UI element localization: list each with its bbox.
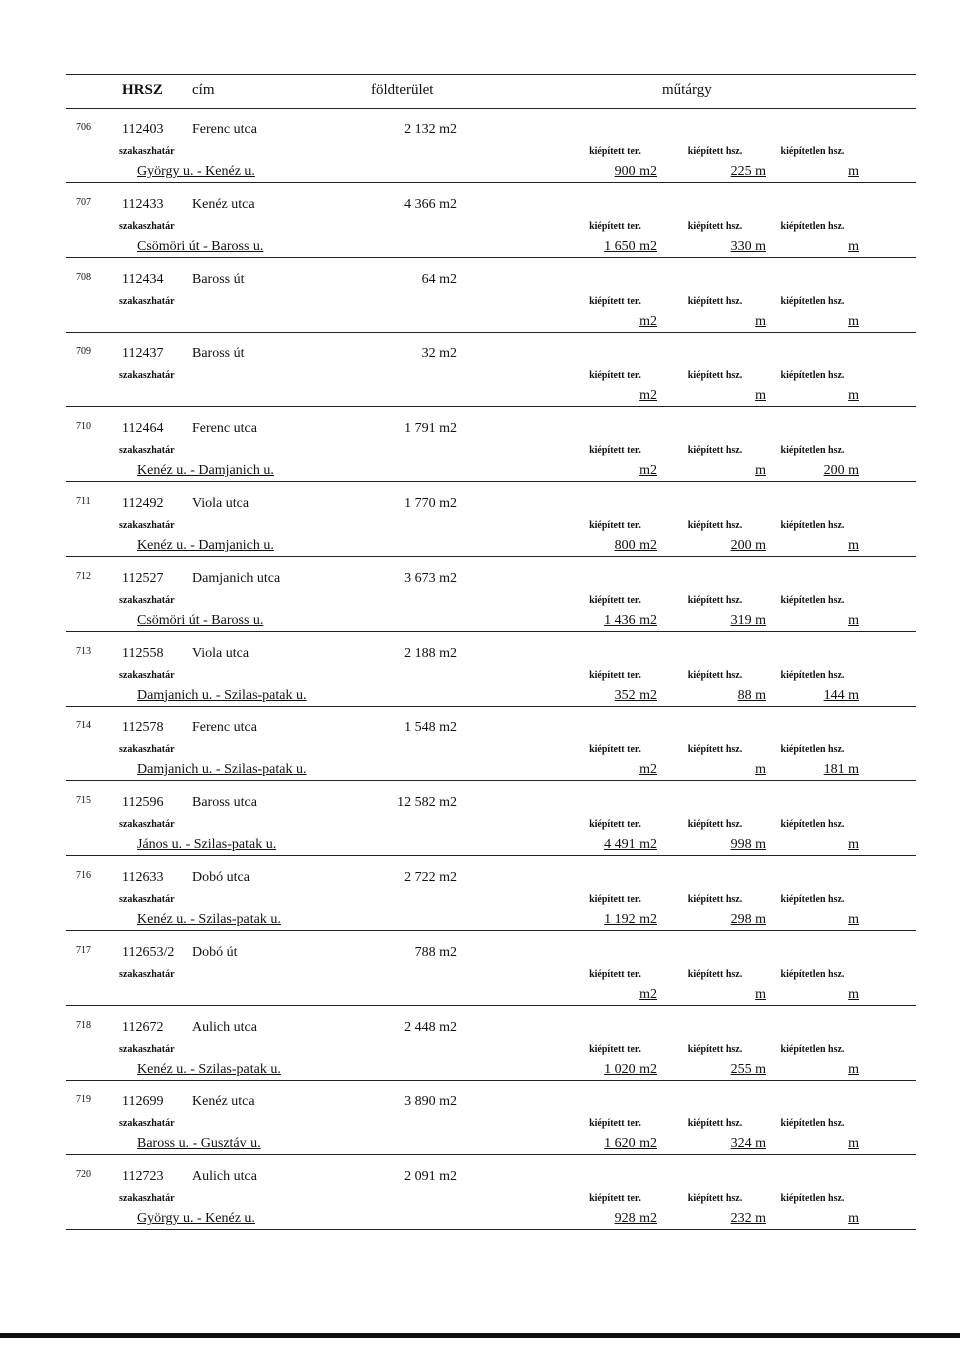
record-section: Csömöri út - Baross u.: [137, 238, 264, 254]
record-rule: [66, 257, 916, 258]
record-hrsz: 112558: [122, 645, 164, 661]
kiepitetlen-hsz-label: kiépítetlen hsz.: [780, 894, 845, 905]
szakaszhatar-label: szakaszhatár: [119, 1118, 175, 1130]
record-kiepitett-hsz: 319 m: [730, 612, 766, 628]
record-area: 2 132 m2: [404, 122, 457, 137]
record-index: 720: [76, 1169, 91, 1181]
record-kiepitetlen-hsz: 144 m: [823, 687, 859, 703]
record-hrsz: 112633: [122, 870, 164, 885]
record-street: Aulich utca: [192, 1169, 257, 1185]
szakaszhatar-label: szakaszhatár: [119, 744, 175, 756]
record-row: [0, 264, 960, 339]
kiepitett-ter-label: kiépített ter.: [589, 1193, 641, 1205]
record-row: [0, 862, 960, 937]
record-index: 710: [76, 421, 91, 433]
record-kiepitetlen-hsz: 181 m: [823, 762, 859, 778]
header-hrsz: HRSZ: [122, 82, 163, 98]
record-row: [0, 937, 960, 1012]
record-rule: [66, 631, 916, 632]
record-street: Viola utca: [192, 496, 250, 511]
record-kiepitett-hsz: 225 m: [730, 164, 766, 179]
record-street: Baross út: [192, 271, 245, 287]
kiepitetlen-hsz-label: kiépítetlen hsz.: [780, 669, 845, 681]
record-rule: [66, 1080, 916, 1081]
record-rule: [66, 1005, 916, 1006]
record-rule: [66, 556, 916, 557]
kiepitetlen-hsz-label: kiépítetlen hsz.: [780, 1043, 845, 1055]
record-kiepitett-ter: 1 436 m2: [604, 612, 657, 628]
kiepitett-hsz-label: kiépített hsz.: [687, 520, 743, 531]
record-index: 717: [76, 944, 91, 956]
record-kiepitett-hsz: 998 m: [730, 837, 766, 853]
record-index: 706: [76, 122, 91, 133]
kiepitett-ter-label: kiépített ter.: [589, 220, 641, 232]
kiepitett-ter-label: kiépített ter.: [589, 669, 641, 681]
record-hrsz: 112596: [122, 795, 164, 811]
record-hrsz: 112437: [122, 346, 164, 362]
record-kiepitetlen-hsz: m: [848, 1136, 859, 1152]
record-row: [0, 1086, 960, 1161]
record-kiepitett-hsz: m: [755, 388, 766, 404]
kiepitetlen-hsz-label: kiépítetlen hsz.: [780, 1193, 845, 1205]
szakaszhatar-label: szakaszhatár: [119, 894, 175, 905]
record-kiepitett-hsz: 298 m: [730, 912, 766, 927]
record-index: 712: [76, 570, 91, 582]
kiepitetlen-hsz-label: kiépítetlen hsz.: [780, 370, 845, 382]
record-kiepitett-hsz: 330 m: [730, 238, 766, 254]
szakaszhatar-label: szakaszhatár: [119, 1193, 175, 1205]
record-kiepitetlen-hsz: m: [848, 612, 859, 628]
szakaszhatar-label: szakaszhatár: [119, 295, 175, 307]
record-area: 2 722 m2: [404, 870, 457, 885]
kiepitett-ter-label: kiépített ter.: [589, 146, 641, 157]
record-kiepitett-ter: 1 620 m2: [604, 1136, 657, 1152]
header-cim: cím: [192, 82, 215, 98]
record-section: Damjanich u. - Szilas-patak u.: [137, 687, 307, 703]
record-row: [0, 488, 960, 563]
record-hrsz: 112723: [122, 1169, 164, 1185]
record-kiepitetlen-hsz: m: [848, 986, 859, 1002]
record-kiepitett-hsz: m: [755, 313, 766, 329]
record-area: 12 582 m2: [397, 795, 457, 811]
record-kiepitett-hsz: 255 m: [730, 1061, 766, 1077]
kiepitetlen-hsz-label: kiépítetlen hsz.: [780, 594, 845, 606]
szakaszhatar-label: szakaszhatár: [119, 520, 175, 531]
kiepitett-hsz-label: kiépített hsz.: [687, 445, 743, 457]
record-index: 708: [76, 271, 91, 283]
record-street: Dobó utca: [192, 870, 250, 885]
record-area: 2 091 m2: [404, 1169, 457, 1185]
record-kiepitett-ter: 352 m2: [614, 687, 657, 703]
record-rule: [66, 930, 916, 931]
record-street: Damjanich utca: [192, 570, 281, 586]
record-section: Csömöri út - Baross u.: [137, 612, 264, 628]
record-row: [0, 1012, 960, 1087]
record-area: 2 448 m2: [404, 1019, 457, 1035]
record-kiepitett-ter: 1 020 m2: [604, 1061, 657, 1077]
record-street: Ferenc utca: [192, 421, 257, 437]
kiepitett-hsz-label: kiépített hsz.: [687, 220, 743, 232]
record-hrsz: 112492: [122, 496, 164, 511]
record-area: 788 m2: [414, 944, 457, 960]
record-area: 1 770 m2: [404, 496, 457, 511]
record-street: Kenéz utca: [192, 1094, 255, 1110]
kiepitett-hsz-label: kiépített hsz.: [687, 894, 743, 905]
record-kiepitett-hsz: m: [755, 986, 766, 1002]
szakaszhatar-label: szakaszhatár: [119, 146, 175, 157]
record-rule: [66, 706, 916, 707]
record-kiepitett-ter: m2: [639, 313, 657, 329]
szakaszhatar-label: szakaszhatár: [119, 669, 175, 681]
szakaszhatar-label: szakaszhatár: [119, 594, 175, 606]
bottom-bar: [0, 1333, 960, 1338]
record-section: Kenéz u. - Szilas-patak u.: [137, 912, 281, 927]
szakaszhatar-label: szakaszhatár: [119, 220, 175, 232]
top-rule: [66, 74, 916, 75]
record-rule: [66, 481, 916, 482]
record-row: [0, 338, 960, 413]
record-kiepitett-ter: 4 491 m2: [604, 837, 657, 853]
record-index: 713: [76, 645, 91, 657]
record-kiepitetlen-hsz: m: [848, 912, 859, 927]
record-row: [0, 787, 960, 862]
record-kiepitett-ter: 1 192 m2: [604, 912, 657, 927]
record-kiepitett-hsz: m: [755, 762, 766, 778]
record-index: 718: [76, 1019, 91, 1031]
record-hrsz: 112464: [122, 421, 164, 437]
szakaszhatar-label: szakaszhatár: [119, 819, 175, 831]
kiepitett-ter-label: kiépített ter.: [589, 594, 641, 606]
kiepitett-ter-label: kiépített ter.: [589, 1043, 641, 1055]
record-hrsz: 112434: [122, 271, 164, 287]
kiepitett-hsz-label: kiépített hsz.: [687, 744, 743, 756]
record-hrsz: 112403: [122, 122, 164, 137]
record-hrsz: 112578: [122, 720, 164, 736]
record-row: [0, 712, 960, 787]
record-section: Damjanich u. - Szilas-patak u.: [137, 762, 307, 778]
record-rule: [66, 406, 916, 407]
kiepitetlen-hsz-label: kiépítetlen hsz.: [780, 146, 845, 157]
record-kiepitett-ter: 928 m2: [614, 1211, 657, 1227]
header-mutargy: műtárgy: [662, 82, 712, 98]
record-index: 707: [76, 196, 91, 208]
record-area: 32 m2: [421, 346, 457, 362]
record-row: [0, 189, 960, 264]
record-kiepitett-ter: 800 m2: [614, 538, 657, 553]
record-section: János u. - Szilas-patak u.: [137, 837, 277, 853]
record-area: 3 890 m2: [404, 1094, 457, 1110]
szakaszhatar-label: szakaszhatár: [119, 445, 175, 457]
record-hrsz: 112699: [122, 1094, 164, 1110]
kiepitetlen-hsz-label: kiépítetlen hsz.: [780, 819, 845, 831]
kiepitett-ter-label: kiépített ter.: [589, 1118, 641, 1130]
record-kiepitett-hsz: 324 m: [730, 1136, 766, 1152]
szakaszhatar-label: szakaszhatár: [119, 968, 175, 980]
record-kiepitett-hsz: 232 m: [730, 1211, 766, 1227]
record-kiepitett-hsz: 88 m: [737, 687, 766, 703]
kiepitetlen-hsz-label: kiépítetlen hsz.: [780, 520, 845, 531]
kiepitetlen-hsz-label: kiépítetlen hsz.: [780, 445, 845, 457]
record-area: 2 188 m2: [404, 645, 457, 661]
record-kiepitetlen-hsz: m: [848, 1061, 859, 1077]
record-kiepitett-hsz: m: [755, 463, 766, 479]
kiepitett-ter-label: kiépített ter.: [589, 819, 641, 831]
record-index: 709: [76, 346, 91, 358]
kiepitett-hsz-label: kiépített hsz.: [687, 968, 743, 980]
record-rule: [66, 1229, 916, 1230]
kiepitett-hsz-label: kiépített hsz.: [687, 669, 743, 681]
kiepitett-hsz-label: kiépített hsz.: [687, 1043, 743, 1055]
record-kiepitetlen-hsz: m: [848, 1211, 859, 1227]
record-street: Dobó út: [192, 944, 238, 960]
record-kiepitett-ter: 1 650 m2: [604, 238, 657, 254]
record-kiepitetlen-hsz: m: [848, 388, 859, 404]
record-kiepitett-ter: 900 m2: [614, 164, 657, 179]
kiepitetlen-hsz-label: kiépítetlen hsz.: [780, 220, 845, 232]
kiepitett-hsz-label: kiépített hsz.: [687, 295, 743, 307]
record-section: Kenéz u. - Szilas-patak u.: [137, 1061, 281, 1077]
kiepitetlen-hsz-label: kiépítetlen hsz.: [780, 744, 845, 756]
header-rule: [66, 108, 916, 109]
szakaszhatar-label: szakaszhatár: [119, 370, 175, 382]
record-kiepitetlen-hsz: m: [848, 538, 859, 553]
kiepitett-hsz-label: kiépített hsz.: [687, 1118, 743, 1130]
record-kiepitetlen-hsz: m: [848, 164, 859, 179]
record-index: 711: [76, 496, 91, 507]
kiepitett-hsz-label: kiépített hsz.: [687, 146, 743, 157]
record-rule: [66, 855, 916, 856]
record-index: 714: [76, 720, 91, 732]
record-section: Kenéz u. - Damjanich u.: [137, 463, 274, 479]
record-street: Aulich utca: [192, 1019, 257, 1035]
kiepitett-hsz-label: kiépített hsz.: [687, 1193, 743, 1205]
record-street: Baross út: [192, 346, 245, 362]
kiepitett-ter-label: kiépített ter.: [589, 520, 641, 531]
kiepitett-ter-label: kiépített ter.: [589, 370, 641, 382]
record-rule: [66, 182, 916, 183]
record-street: Baross utca: [192, 795, 257, 811]
kiepitetlen-hsz-label: kiépítetlen hsz.: [780, 1118, 845, 1130]
record-kiepitett-ter: m2: [639, 463, 657, 479]
record-row: [0, 114, 960, 189]
record-area: 3 673 m2: [404, 570, 457, 586]
record-row: [0, 638, 960, 713]
record-street: Viola utca: [192, 645, 250, 661]
kiepitett-ter-label: kiépített ter.: [589, 295, 641, 307]
record-area: 64 m2: [421, 271, 457, 287]
record-hrsz: 112527: [122, 570, 164, 586]
record-index: 715: [76, 795, 91, 807]
record-row: [0, 413, 960, 488]
record-kiepitett-ter: m2: [639, 762, 657, 778]
record-street: Ferenc utca: [192, 122, 257, 137]
kiepitetlen-hsz-label: kiépítetlen hsz.: [780, 968, 845, 980]
record-kiepitetlen-hsz: m: [848, 313, 859, 329]
kiepitett-ter-label: kiépített ter.: [589, 445, 641, 457]
record-street: Ferenc utca: [192, 720, 257, 736]
record-section: Baross u. - Gusztáv u.: [137, 1136, 261, 1152]
header-foldterulet: földterület: [371, 82, 434, 98]
record-index: 716: [76, 870, 91, 881]
record-rule: [66, 1154, 916, 1155]
kiepitett-ter-label: kiépített ter.: [589, 894, 641, 905]
record-section: György u. - Kenéz u.: [137, 164, 255, 179]
record-section: Kenéz u. - Damjanich u.: [137, 538, 274, 553]
record-rule: [66, 780, 916, 781]
record-kiepitett-hsz: 200 m: [730, 538, 766, 553]
record-row: [0, 563, 960, 638]
record-kiepitett-ter: m2: [639, 388, 657, 404]
record-hrsz: 112433: [122, 196, 164, 212]
record-hrsz: 112672: [122, 1019, 164, 1035]
record-kiepitetlen-hsz: m: [848, 238, 859, 254]
record-index: 719: [76, 1094, 91, 1106]
kiepitett-hsz-label: kiépített hsz.: [687, 819, 743, 831]
kiepitett-hsz-label: kiépített hsz.: [687, 370, 743, 382]
record-area: 4 366 m2: [404, 196, 457, 212]
record-row: [0, 1161, 960, 1236]
kiepitetlen-hsz-label: kiépítetlen hsz.: [780, 295, 845, 307]
kiepitett-ter-label: kiépített ter.: [589, 968, 641, 980]
record-section: György u. - Kenéz u.: [137, 1211, 255, 1227]
record-area: 1 548 m2: [404, 720, 457, 736]
record-area: 1 791 m2: [404, 421, 457, 437]
kiepitett-ter-label: kiépített ter.: [589, 744, 641, 756]
record-kiepitetlen-hsz: m: [848, 837, 859, 853]
record-rule: [66, 332, 916, 333]
record-hrsz: 112653/2: [122, 944, 175, 960]
record-kiepitett-ter: m2: [639, 986, 657, 1002]
szakaszhatar-label: szakaszhatár: [119, 1043, 175, 1055]
record-street: Kenéz utca: [192, 196, 255, 212]
kiepitett-hsz-label: kiépített hsz.: [687, 594, 743, 606]
record-kiepitetlen-hsz: 200 m: [823, 463, 859, 479]
